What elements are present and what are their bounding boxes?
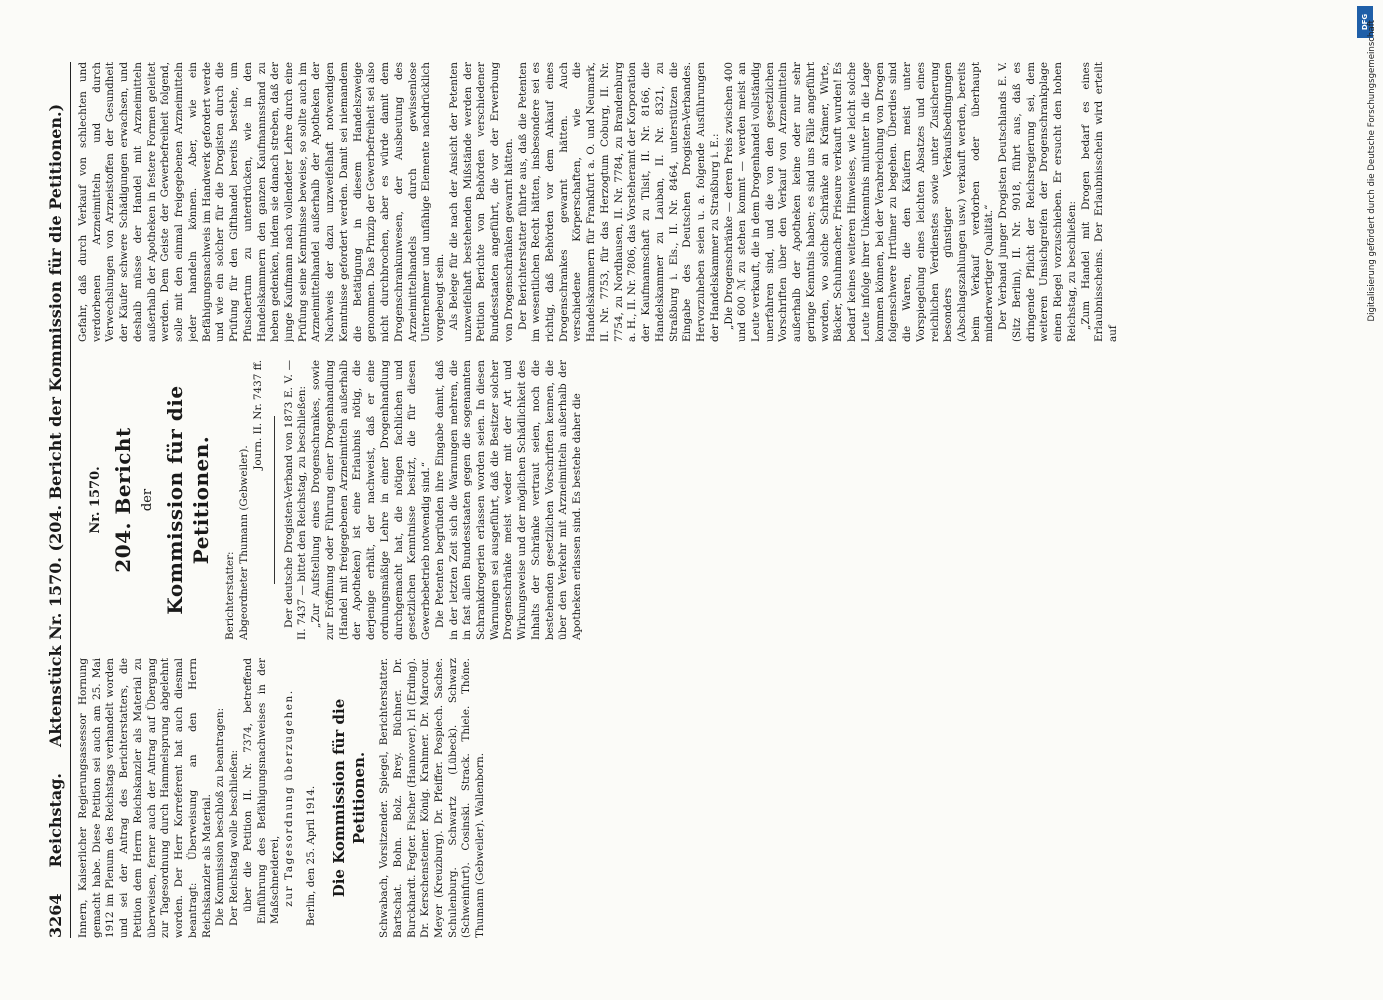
paragraph: Der Berichterstatter führte aus, daß die Petenten im wesentlichen Recht hätten, insbesondere sei es richtig, daß Behörden vor dem Ankauf eines Drogenschrankes gewarnt hätten. Auch verschiedene Körperschaften, wie die Handelskammern für Frankfurt a. O. und Neumark, II. Nr. 7753, für das Herzogtum Coburg, II. Nr. 7754, zu Nordhausen, II. Nr. 7784, zu Brandenburg a. H., II. Nr. 7806, das Vorsteheramt der Korporation der Kaufmannschaft zu Tilsit, II. Nr. 8166, die Handelskammer zu Lauban, II. Nr. 8321, zu Straßburg i. Els., II. Nr. 8464, unterstützen die Eingabe des Deutschen Drogisten-Verbandes. Hervorzuheben seien u. a. folgende Ausführungen der Handelskammer zu Straßburg i. E.: [516,62,721,342]
title-der: der [139,488,155,512]
paragraph: Die Kommission beschloß zu beantragen: [214,707,227,926]
dfg-logo: DFG [1357,6,1373,38]
paragraph: „Zur Aufstellung eines Drogenschrankes, sowie zur Eröffnung oder Führung einer Drogenhandlung (Handel mit freigegebenen Arzneimitteln außerhalb der Apotheken) ist eine Erlaubnis nötig, die derjenige erhält, der nachweist, daß er eine ordnungsmäßige Lehre in einer Drogenhandlung durchgemacht hat, die nötigen fachlichen und gesetzlichen Kenntnisse besitzt, die für diesen Gewerbebetrieb notwendig sind.“ [310,360,433,640]
paragraph: Gefahr, daß durch Verkauf von schlechten und verdorbenen Arzneimitteln und durch Verwechslungen von Arzneistoffen der Gesundheit der Käufer schwere Schädigungen erwachsen, und deshalb müsse der Handel mit Arzneimitteln außerhalb der Apotheken in festere Formen geleitet werden. Dem Geiste der Gewerbefreiheit folgend, solle mit den einmal freigegebenen Arzneimitteln jeder handeln können. Aber, wie ein Befähigungsnachweis im Handwerk gefordert werde und wie ein solcher für die Drogisten durch die Prüfung für den Gifthandel bereits bestehe, um Pfuschertum zu unterdrücken, wie in den Handelskammern den ganzen Kaufmannsstand zu heben gedenken, indem sie danach streben, daß der junge Kaufmann nach vollendeter Lehre durch eine Prüfung seine Kenntnisse beweise, so sollte auch im Arzneimittelhandel außerhalb der Apotheken der Nachweis der dazu unzweifelhaft notwendigen Kenntnisse gefordert werden. Damit sei niemandem die Betätigung in diesem Handelszweige genommen. Das Prinzip der Gewerbefreiheit sei also nicht durchbrochen, aber es würde damit dem Drogenschrankunwesen, der Ausbeutung des Arzneimittelhandels durch gewissenlose Unternehmer und unfähige Elemente nachdrücklich vorgebeugt sein. [77,62,447,342]
running-header [46,62,71,938]
paragraph: Als Belege für die nach der Ansicht der Petenten unzweifelhaft bestehenden Mißstände werden der Petition Berichte von Behörden verschiedener Bundesstaaten angeführt, die vor der Erwerbung von Drogenschränken gewarnt hätten. [447,62,515,342]
reporter-label: Berichterstatter: [224,551,237,640]
column-1 [77,658,1287,938]
date-line: Berlin, den 25. April 1914. [304,785,317,926]
column-3 [77,62,1287,342]
paragraph: „Die Drogenschränke — deren Preis zwischen 400 und 600 ℳ zu stehen kommt — werden meist an Leute verkauft, die in dem Drogenhandel vollständig unerfahren sind, und die von den gesetzlichen Vorschriften über den Verkauf von Arzneimitteln außerhalb der Apotheken keine oder nur sehr geringe Kenntnis haben; es sind uns Fälle angeführt worden, wo solche Schränke an Krämer, Wirte, Bäcker, Schuhmacher, Friseure verkauft wurden! Es bedarf keines weiteren Hinweises, wie leicht solche Leute infolge ihrer Unkenntnis mitunter in die Lage kommen können, bei der Verabreichung von Drogen folgenschwere Irrtümer zu begehen. Überdies sind die Waren, die den Käufern meist unter Vorspiegelung eines leichten Absatzes und eines reichlichen Verdienstes sowie unter Zusicherung besonders günstiger Verkaufsbedingungen (Abschlagszahlungen usw.) verkauft werden, bereits beim Verkauf verdorben oder überhaupt minderwertiger Qualität.“ [722,62,996,342]
page-number: 3264 [46,893,65,938]
reporter-name: Abgeordneter Thumann (Gebweiler). [238,445,251,640]
paragraph: über die Petition II. Nr. 7374, betreffend Einführung des Befähigungsnachweises in der Maßschneiderei, [241,658,282,924]
header-left-title: Reichstag. [46,773,65,868]
journal-number: Journ. II. Nr. 7437 ff. [251,360,264,470]
paragraph: Der Verband junger Drogisten Deutschlands E. V. (Sitz Berlin), II. Nr. 9018, führt aus, daß es dringende Pflicht der Reichsregierung sei, dem weiteren Umsichgreifen der Drogenschrankplage einen Riegel vorzuschieben. Er ersucht den hohen Reichstag, zu beschließen: [997,62,1078,342]
paragraph: Der deutsche Drogisten-Verband von 1873 E. V. — II. 7437 — bittet den Reichstag, zu beschließen: [282,360,309,640]
paragraph: Der Reichstag wolle beschließen: [228,749,241,926]
report-commission: Kommission für die Petitionen. [162,385,214,615]
digitization-sidebar [1347,0,1383,1000]
text-columns [77,62,1287,938]
column-2 [77,360,1287,640]
document-number: Nr. 1570. [88,466,103,534]
paragraph: „Zum Handel mit Drogen bedarf es eines Erlaubnisscheins. Der Erlaubnisschein wird erteilt auf [1079,62,1120,342]
digitization-credit: Digitalisierung gefördert durch die Deutsche Forschungsgemeinschaft [1367,20,1377,322]
report-title: 204. Bericht [111,427,136,573]
member-list: Schwabach, Vorsitzender. Spiegel, Berichterstatter. Bartschat. Bohn. Bolz. Brey. Büchner. Dr. Burckhardt. Fegter. Fischer (Hannover). Irl (Erding). Dr. Kerschensteiner. König. Krahmer. Dr. Marcour. Meyer (Kreuzburg). Dr. Pfeiffer. Pospiech. Sachse. Schulenburg. Schwartz (Lübeck). Schwarz (Schweinfurt). Cosinski. Strack. Thiele. Thöne. Thumann (Gebweiler). Wallenborn. [378,658,487,938]
paragraph: Innern, Kaiserlicher Regierungsassessor Hornung gemacht habe. Diese Petition sei auch am 25. Mai 1912 im Plenum des Reichstags verhandelt worden und sei der Antrag des Berichterstatters, die Petition dem Herrn Reichskanzler als Material zu überweisen, ferner auch der Antrag auf Übergang zur Tagesordnung durch Hammelsprung abgelehnt worden. Der Herr Korreferent hat auch diesmal beantragt: Überweisung an den Herrn Reichskanzler als Material. [77,658,213,938]
header-right-title: Aktenstück Nr. 1570. (204. Bericht der Kommission für die Petitionen.) [46,103,65,748]
paragraph: Die Petenten begründen ihre Eingabe damit, daß in der letzten Zeit sich die Warnungen mehren, die in fast allen Bundesstaaten gegen die sogenannten Schrankdrogerien erlassen worden seien. In diesen Warnungen sei ausgeführt, daß die Besitzer solcher Drogenschränke meist weder mit der Art und Wirkungsweise und der möglichen Schädlichkeit des Inhalts der Schränke vertraut seien, noch die bestehenden gesetzlichen Vorschriften kennen, die über den Verkehr mit Arzneimitteln außerhalb der Apotheken erlassen sind. Es bestehe daher die [433,360,584,640]
commission-heading: Die Kommission für die Petitionen. [330,698,369,898]
paragraph: zur Tagesordnung überzugehen. [283,689,296,907]
